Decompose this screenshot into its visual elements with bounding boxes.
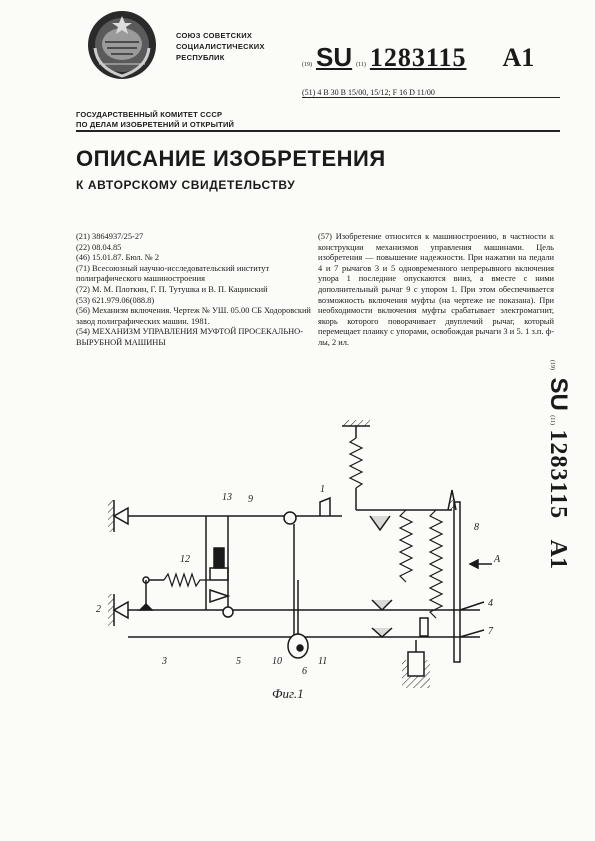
label-7: 7 <box>488 626 493 637</box>
label-6: 6 <box>302 666 307 677</box>
biblio-item: (21) 3864937/25-27 <box>76 232 144 241</box>
label-4: 4 <box>488 598 493 609</box>
two-arm-lever-12 <box>210 590 228 602</box>
biblio-item: (54) МЕХАНИЗМ УПРАВЛЕНИЯ МУФТОЙ ПРОСЕКАЛЬНО-ВЫРУБНОЙ МАШИНЫ <box>76 327 304 347</box>
label-5: 5 <box>236 656 241 667</box>
org-line-3: РЕСПУБЛИК <box>176 53 225 62</box>
vertical-number-code: (11) <box>549 415 555 426</box>
divider <box>76 130 560 132</box>
vertical-patent-number <box>546 360 586 680</box>
biblio-item: (22) 08.04.85 <box>76 242 122 252</box>
org-line-2: СОЦИАЛИСТИЧЕСКИХ <box>176 42 265 51</box>
top-spring <box>350 438 362 488</box>
vertical-country: SU <box>545 377 572 411</box>
label-12: 12 <box>180 554 190 565</box>
committee-line-1: ГОСУДАРСТВЕННЫЙ КОМИТЕТ СССР <box>76 110 223 119</box>
left-support-bottom <box>108 594 128 626</box>
committee <box>76 110 234 130</box>
abstract: (57) Изобретение относится к машиностроению, в частности к конструкции механизмов управления машинами. Цель изобретения — повышение надежности. При нажатии на педали 4 и 7 рычагов 3 и 5 одновременного непрерывного включения упора 1 последние опускаются вниз, а вместе с ними дополнительный рычаг 9 с упором 1. При этом обеспечивается возможность включения муфты (на чертеже не показана). При необходимости включения муфты срабатывает электромагнит, якорь которого поворачивает двуплечий рычаг, который перемещает планку с упорами, освобождая рычаги 3 и 5. 1 з.п. ф-лы, 2 ил. <box>318 232 554 347</box>
country: SU <box>316 42 353 72</box>
label-9: 9 <box>248 494 253 505</box>
ipc-classification: (51) 4 В 30 В 15/00, 15/12; F 16 D 11/00 <box>302 88 560 98</box>
label-3: 3 <box>162 656 167 667</box>
label-10: 10 <box>272 656 282 667</box>
vertical-kind: А1 <box>545 539 571 569</box>
org-line-1: СОЮЗ СОВЕТСКИХ <box>176 31 253 40</box>
label-13: 13 <box>222 492 232 503</box>
electromagnet-13 <box>214 548 224 568</box>
label-8: 8 <box>474 522 479 533</box>
ceiling-support <box>342 420 370 438</box>
bibliographic-data <box>76 232 312 349</box>
committee-line-2: ПО ДЕЛАМ ИЗОБРЕТЕНИЙ И ОТКРЫТИЙ <box>76 120 235 129</box>
patent-number <box>302 42 534 72</box>
patent-num: 1283115 <box>369 43 467 72</box>
biblio-item: (71) Всесоюзный научно-исследовательский институт полиграфического машиностроения <box>76 263 270 284</box>
kind-code: А1 <box>502 43 535 72</box>
document-subtitle: К АВТОРСКОМУ СВИДЕТЕЛЬСТВУ <box>76 178 296 192</box>
biblio-item: (72) М. М. Плоткин, Г. П. Тутушка и В. П. Кацинский <box>76 284 268 294</box>
figure-caption: Фиг.1 <box>272 686 304 701</box>
biblio-item: (56) Механизм включения. Чертеж № УШ. 05.00 СБ Ходоровский завод полиграфических машин. 1981. <box>76 306 311 326</box>
stop-triangle <box>370 516 390 530</box>
label-11: 11 <box>318 656 328 667</box>
pivot <box>284 512 296 524</box>
stop-1 <box>320 498 330 516</box>
country-code: (19) <box>302 62 312 68</box>
document-title: ОПИСАНИЕ ИЗОБРЕТЕНИЯ <box>76 146 386 171</box>
spring-right-2 <box>430 510 442 618</box>
label-1: 1 <box>320 484 325 495</box>
number-code: (11) <box>356 62 366 68</box>
vertical-country-code: (19) <box>549 360 555 370</box>
left-support-top <box>108 500 128 532</box>
label-A: A <box>494 554 501 565</box>
bottom-support <box>402 640 430 688</box>
label-2: 2 <box>96 604 101 615</box>
biblio-item: (46) 15.01.87. Бюл. № 2 <box>76 253 160 263</box>
spring-right-1 <box>400 510 412 582</box>
mechanism-drawing <box>80 420 520 720</box>
plate-8 <box>454 502 460 662</box>
spring-horizontal <box>164 574 210 586</box>
ussr-emblem-icon <box>85 8 159 82</box>
biblio-item: (53) 621.979.06(088.8) <box>76 295 155 305</box>
vertical-number: 1283115 <box>545 429 571 520</box>
